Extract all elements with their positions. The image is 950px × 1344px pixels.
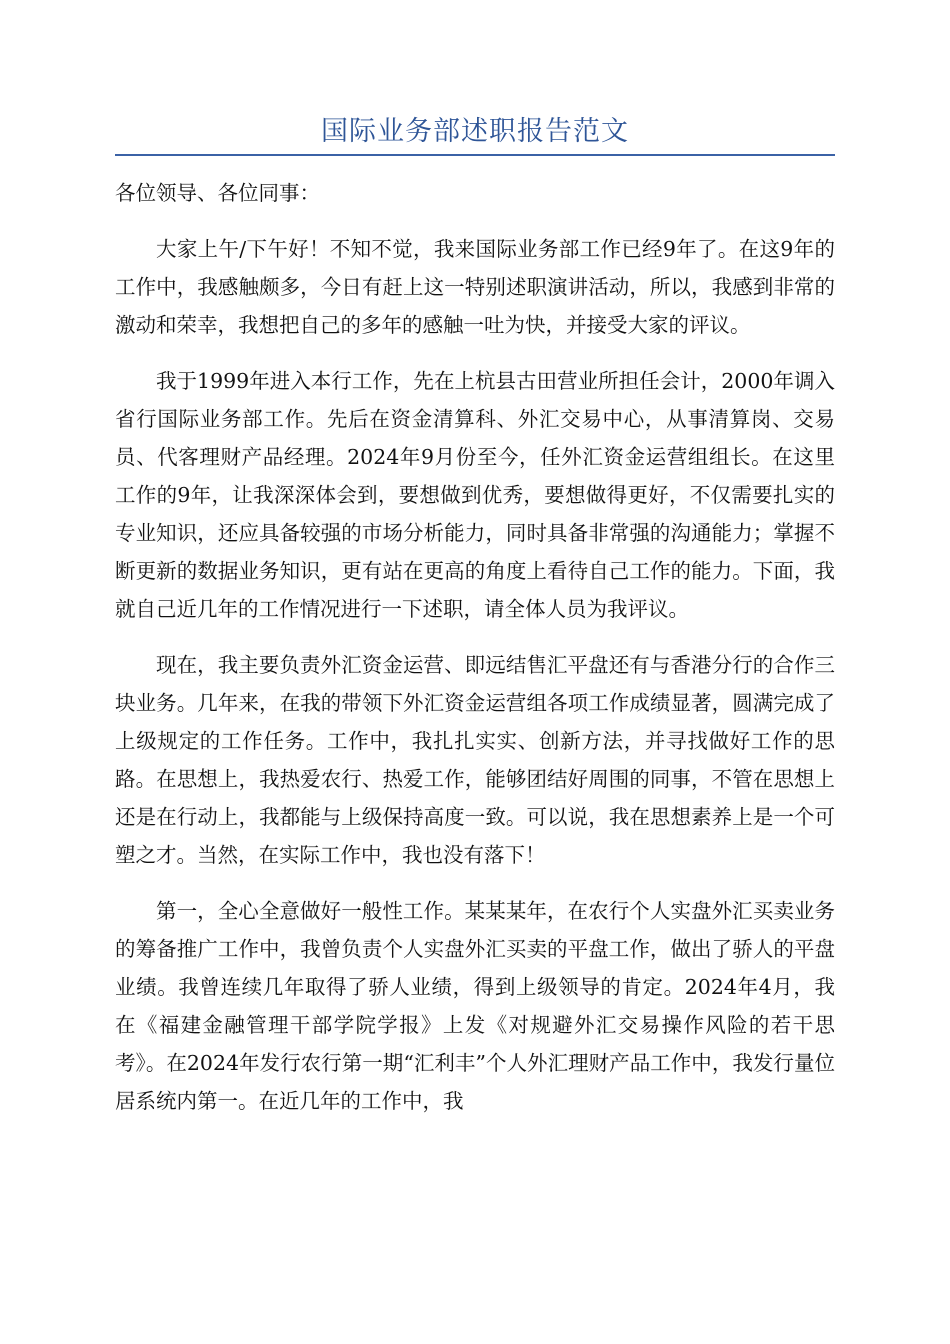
greeting: 各位领导、各位同事： bbox=[115, 181, 320, 205]
document-body bbox=[115, 174, 835, 1138]
paragraph-4: 第一，全心全意做好一般性工作。某某某年，在农行个人实盘外汇买卖业务的筹备推广工作中，我曾负责个人实盘外汇买卖的平盘工作，做出了骄人的平盘业绩。我曾连续几年取得了骄人业绩，得到上级领导的肯定。2024年4月，我在《福建金融管理干部学院学报》上发《对规避外汇交易操作风险的若干思考》。在2024年发行农行第一期“汇利丰”个人外汇理财产品工作中，我发行量位居系统内第一。在近几年的工作中，我 bbox=[115, 899, 835, 1113]
document-title: 国际业务部述职报告范文 bbox=[321, 116, 629, 147]
title-underline bbox=[115, 154, 835, 156]
paragraph-3: 现在，我主要负责外汇资金运营、即远结售汇平盘还有与香港分行的合作三块业务。几年来，在我的带领下外汇资金运营组各项工作成绩显著，圆满完成了上级规定的工作任务。工作中，我扎扎实实、创新方法，并寻找做好工作的思路。在思想上，我热爱农行、热爱工作，能够团结好周围的同事，不管在思想上还是在行动上，我都能与上级保持高度一致。可以说，我在思想素养上是一个可塑之才。当然，在实际工作中，我也没有落下！ bbox=[115, 653, 835, 867]
paragraph-2: 我于1999年进入本行工作，先在上杭县古田营业所担任会计，2000年调入省行国际业务部工作。先后在资金清算科、外汇交易中心，从事清算岗、交易员、代客理财产品经理。2024年9月份至今，任外汇资金运营组组长。在这里工作的9年，让我深深体会到，要想做到优秀，要想做得更好，不仅需要扎实的专业知识，还应具备较强的市场分析能力，同时具备非常强的沟通能力；掌握不断更新的数据业务知识，更有站在更高的角度上看待自己工作的能力。下面，我就自己近几年的工作情况进行一下述职，请全体人员为我评议。 bbox=[115, 369, 835, 621]
paragraph-1: 大家上午/下午好！不知不觉，我来国际业务部工作已经9年了。在这9年的工作中，我感触颇多，今日有赶上这一特别述职演讲活动，所以，我感到非常的激动和荣幸，我想把自己的多年的感触一吐为快，并接受大家的评议。 bbox=[115, 237, 835, 337]
